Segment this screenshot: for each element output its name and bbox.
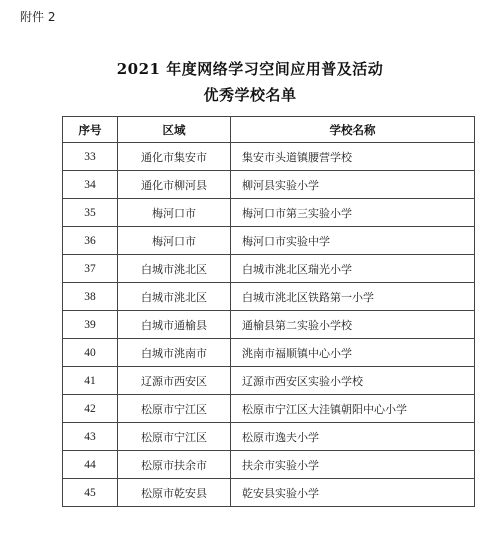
cell-school-name: 集安市头道镇腰营学校: [231, 143, 475, 171]
header-school-name: 学校名称: [231, 117, 475, 143]
table-header-row: [63, 117, 475, 143]
cell-school-name: 松原市宁江区大洼镇朝阳中心小学: [231, 395, 475, 423]
cell-number: 42: [63, 395, 118, 423]
table-row: [63, 395, 475, 423]
table-row: [63, 199, 475, 227]
cell-region: 梅河口市: [118, 199, 231, 227]
cell-number: 35: [63, 199, 118, 227]
header-number: 序号: [63, 117, 118, 143]
cell-number: 41: [63, 367, 118, 395]
cell-school-name: 乾安县实验小学: [231, 479, 475, 507]
cell-number: 34: [63, 171, 118, 199]
cell-region: 松原市宁江区: [118, 423, 231, 451]
cell-number: 43: [63, 423, 118, 451]
cell-number: 44: [63, 451, 118, 479]
table-row: [63, 171, 475, 199]
cell-region: 松原市宁江区: [118, 395, 231, 423]
cell-school-name: 洮南市福顺镇中心小学: [231, 339, 475, 367]
document-title: 2021 年度网络学习空间应用普及活动: [116, 60, 384, 78]
cell-region: 松原市扶余市: [118, 451, 231, 479]
table-row: [63, 423, 475, 451]
cell-number: 38: [63, 283, 118, 311]
school-list-table: [62, 116, 475, 507]
table-row: [63, 227, 475, 255]
cell-region: 辽源市西安区: [118, 367, 231, 395]
cell-number: 33: [63, 143, 118, 171]
cell-school-name: 白城市洮北区铁路第一小学: [231, 283, 475, 311]
cell-school-name: 梅河口市实验中学: [231, 227, 475, 255]
cell-number: 39: [63, 311, 118, 339]
table-row: [63, 339, 475, 367]
cell-number: 37: [63, 255, 118, 283]
cell-region: 梅河口市: [118, 227, 231, 255]
table-row: [63, 479, 475, 507]
cell-number: 45: [63, 479, 118, 507]
attachment-label: 附件 2: [20, 10, 56, 24]
table-row: [63, 311, 475, 339]
cell-number: 36: [63, 227, 118, 255]
document-subtitle: 优秀学校名单: [203, 86, 297, 104]
header-region: 区域: [118, 117, 231, 143]
cell-school-name: 梅河口市第三实验小学: [231, 199, 475, 227]
table-row: [63, 367, 475, 395]
cell-region: 白城市洮北区: [118, 255, 231, 283]
cell-region: 通化市集安市: [118, 143, 231, 171]
cell-school-name: 柳河县实验小学: [231, 171, 475, 199]
table-row: [63, 283, 475, 311]
cell-region: 白城市洮北区: [118, 283, 231, 311]
cell-school-name: 白城市洮北区瑞光小学: [231, 255, 475, 283]
cell-school-name: 松原市逸夫小学: [231, 423, 475, 451]
cell-region: 白城市通榆县: [118, 311, 231, 339]
cell-school-name: 辽源市西安区实验小学校: [231, 367, 475, 395]
table-row: [63, 451, 475, 479]
cell-number: 40: [63, 339, 118, 367]
table-row: [63, 255, 475, 283]
cell-region: 通化市柳河县: [118, 171, 231, 199]
table-row: [63, 143, 475, 171]
cell-region: 松原市乾安县: [118, 479, 231, 507]
cell-school-name: 扶余市实验小学: [231, 451, 475, 479]
table-body: [63, 143, 475, 507]
cell-region: 白城市洮南市: [118, 339, 231, 367]
cell-school-name: 通榆县第二实验小学校: [231, 311, 475, 339]
